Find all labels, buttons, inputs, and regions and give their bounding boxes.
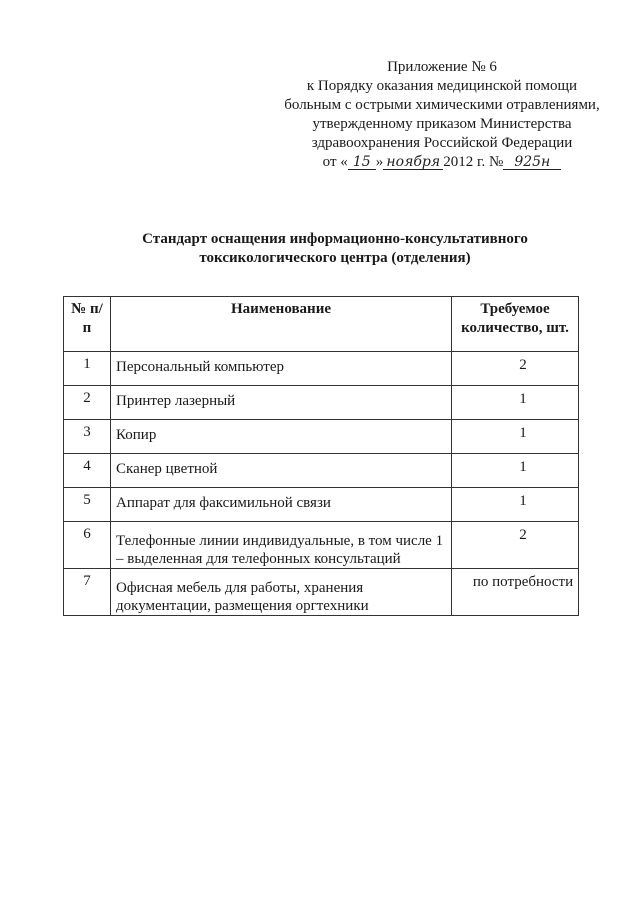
row-name: Сканер цветной bbox=[111, 454, 452, 488]
header-number: № п/п bbox=[64, 297, 111, 352]
table-row bbox=[64, 420, 579, 454]
row-name: Принтер лазерный bbox=[111, 386, 452, 420]
equipment-table bbox=[63, 296, 579, 616]
date-mid: » bbox=[375, 154, 384, 170]
year-text: 2012 г. № bbox=[443, 154, 504, 170]
handwritten-day: 15 bbox=[348, 155, 376, 170]
row-quantity: 2 bbox=[452, 352, 579, 386]
handwritten-order-number: 925н bbox=[503, 155, 561, 170]
table-row bbox=[64, 569, 579, 616]
row-number: 2 bbox=[64, 386, 111, 420]
row-quantity: 1 bbox=[452, 420, 579, 454]
row-number: 5 bbox=[64, 488, 111, 522]
title-line-2: токсикологического центра (отделения) bbox=[199, 250, 471, 266]
table-row bbox=[64, 522, 579, 569]
appendix-approval: утвержденному приказом Министерства bbox=[312, 116, 572, 132]
table-row bbox=[64, 488, 579, 522]
row-number: 1 bbox=[64, 352, 111, 386]
row-name: Копир bbox=[111, 420, 452, 454]
row-quantity: 2 bbox=[452, 522, 579, 569]
appendix-ministry: здравоохранения Российской Федерации bbox=[311, 135, 573, 151]
document-title bbox=[70, 230, 600, 268]
appendix-date-line bbox=[277, 153, 607, 172]
row-number: 7 bbox=[64, 569, 111, 616]
appendix-reference-line: больным с острыми химическими отравлениями, bbox=[284, 97, 600, 113]
row-name: Телефонные линии индивидуальные, в том числе 1 – выделенная для телефонных консультаций bbox=[111, 522, 452, 569]
date-prefix: от « bbox=[322, 154, 348, 170]
header-quantity: Требуемое количество, шт. bbox=[452, 297, 579, 352]
row-quantity: 1 bbox=[452, 488, 579, 522]
table-row bbox=[64, 454, 579, 488]
row-name: Офисная мебель для работы, хранения документации, размещения оргтехники bbox=[111, 569, 452, 616]
header-name: Наименование bbox=[111, 297, 452, 352]
row-number: 4 bbox=[64, 454, 111, 488]
table-row bbox=[64, 386, 579, 420]
table-header-row bbox=[64, 297, 579, 352]
row-name: Аппарат для факсимильной связи bbox=[111, 488, 452, 522]
row-quantity: 1 bbox=[452, 386, 579, 420]
row-number: 3 bbox=[64, 420, 111, 454]
title-line-1: Стандарт оснащения информационно-консультативного bbox=[142, 231, 528, 247]
handwritten-month: ноября bbox=[383, 155, 443, 170]
appendix-header bbox=[277, 58, 607, 172]
row-number: 6 bbox=[64, 522, 111, 569]
row-quantity: 1 bbox=[452, 454, 579, 488]
row-name: Персональный компьютер bbox=[111, 352, 452, 386]
appendix-reference: к Порядку оказания медицинской помощи bbox=[306, 78, 578, 94]
appendix-number: Приложение № 6 bbox=[387, 59, 497, 75]
row-quantity: по потребности bbox=[452, 569, 579, 616]
table-row bbox=[64, 352, 579, 386]
